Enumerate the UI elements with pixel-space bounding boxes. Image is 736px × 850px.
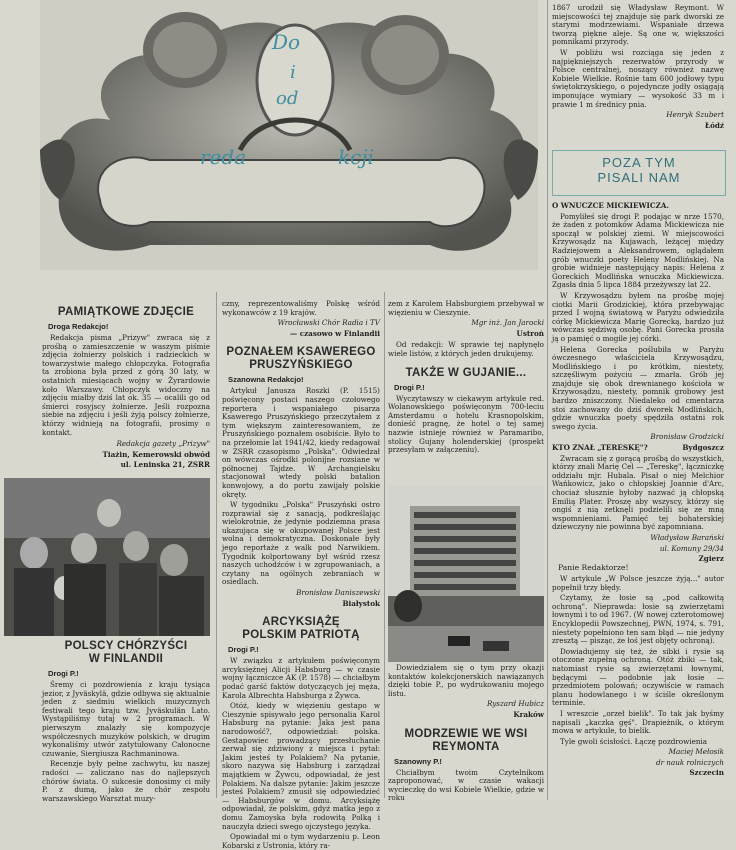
salutation: Drogi P.! bbox=[228, 645, 259, 655]
masthead-word-reda: reda bbox=[200, 145, 247, 169]
article-title-line2: POLSKIM PATRIOTĄ bbox=[242, 629, 360, 642]
signature: Bronisław Daniszewski bbox=[296, 588, 380, 598]
signature: Mgr inż. Jan Jarocki bbox=[471, 318, 544, 328]
soldiers-group-photo-icon bbox=[4, 478, 210, 636]
signature: Redakcja gazety „Prizyw" bbox=[116, 439, 210, 449]
poza-tym-title: POZA TYM bbox=[602, 155, 676, 170]
article-head: O WNUCZCE MICKIEWICZA. bbox=[552, 201, 669, 210]
signature-city: Szczecin bbox=[689, 768, 724, 778]
signature-city: Tiażin, Kemerowski obwód bbox=[102, 449, 210, 459]
column-divider bbox=[547, 0, 548, 800]
column-divider bbox=[384, 292, 385, 798]
salutation: Szanowna Redakcjo! bbox=[228, 375, 304, 385]
soldiers-photo bbox=[4, 478, 210, 636]
article-title-line2: PRUSZYŃSKIEGO bbox=[249, 359, 353, 372]
signature-city: Zgierz bbox=[698, 554, 724, 564]
masthead-word-od: od bbox=[276, 88, 299, 109]
paragraph: Redakcja pisma „Prizyw" zwraca się z prośbą o zamieszczenie w waszym piśmie zdjęcia żołnierzy polskich i radzieckich w towarzystwie małego chłopczyka. Fotografia ta zrobiona była przed z górą 30 laty, w ostatnich miesiącach wojny w Żyrardowie koło Warszawy. Chłopczyk widoczny na zdjęciu miałby dziś lat ok. 35 — ocalili go od śmierci rosyjscy żołnierze. Jeśli rozpozna siebie na zdjęciu i jeśli żyją polscy żołnierze, którzy widnieją na fotografii, prosimy o kontakt. bbox=[42, 333, 210, 437]
paragraph: W artykule „W Polsce jeszcze żyją..." autor popełnił trzy błędy. bbox=[552, 574, 724, 592]
article-title-line2: REYMONTA bbox=[432, 740, 500, 753]
paragraph: Opowiadał mi o tym wydarzeniu p. Leon Kobarski z Ustronia, który ra- bbox=[222, 832, 380, 850]
paragraph: zem z Karolem Habsburgiem przebywał w więzieniu w Cieszynie. bbox=[388, 299, 544, 317]
salutation: Szanowny P.! bbox=[394, 756, 442, 766]
article-title: TAKŻE W GUJANIE... bbox=[405, 366, 527, 379]
paragraph: Śremy ci pozdrowienia z kraju tysiąca jezior, z Jyväskylä, gdzie odbywa się aktualnie jeden z siedmiu wielkich muzycznych festiwali tego kraju tzw. Jyväskulän Lato. Wystąpiliśmy tutaj w 2 programach. W pierwszym znalazły się kompozycje współczesnych muzyków polskich, w drugim wykonaliśmy utwór zatytułowany Całonocne czuwanie, Siergiusza Rachmaninowa. bbox=[42, 680, 210, 758]
reymont-continuation bbox=[552, 4, 724, 156]
editor-note: Od redakcji: W sprawie tej napłynęło wiele listów, z których jeden drukujemy. bbox=[388, 340, 544, 358]
masthead-word-kcji: kcji bbox=[338, 145, 374, 169]
signature-city: Łódź bbox=[704, 120, 724, 130]
paragraph: czny, reprezentowaliśmy Polskę wśród wykonawców z 19 krajów. bbox=[222, 299, 380, 317]
article-title-line1: POZNAŁEM KSAWEREGO bbox=[226, 346, 376, 359]
signature: Henryk Szubert bbox=[666, 110, 724, 120]
paragraph: W związku z artykułem poświęconym arcyksiężnej Alicji Habsburg — w czasie wojny łączniczce AK (P. 1578) — chciałbym podać garść faktów dotyczących jej męża, Karola Albrechta Habsburga z Żywca. bbox=[222, 656, 380, 700]
column-divider bbox=[216, 292, 217, 798]
paragraph: I wreszcie „orzeł bielik". To tak jak byśmy napisali „kaczka gęś". Drapieżnik, o którym mowa w artykule, to bielik. bbox=[552, 708, 724, 736]
signature-city: Bydgoszcz bbox=[682, 443, 724, 453]
pamiatkowe-zdjecie-article bbox=[42, 300, 210, 476]
signature-city: Białystok bbox=[342, 598, 380, 608]
poza-tym-box bbox=[552, 150, 726, 196]
masthead-word-i: i bbox=[290, 62, 296, 83]
salutation: Panie Redaktorze! bbox=[558, 563, 629, 572]
article-title-line1: POLSCY CHÓRZYŚCI bbox=[64, 640, 188, 652]
signature-address: ul. Komuny 29/34 bbox=[659, 543, 724, 553]
signature: Wrocławski Chór Radia i TV bbox=[277, 318, 380, 328]
tereske-article bbox=[552, 443, 724, 564]
paragraph: W tygodniku „Polska" Pruszyński ostro rozprawiał się z sanacją, podkreślając wielokrotnie, że jedynie podziemna prasa ukazująca się w okupowanej Polsce jest wolna i demokratyczna. Doskonałe były jego reportaże z walk pod Narwikiem. Tygodnik kolportowany był wśród rzesz naszych uchodźców i w zgrupowaniach, a czytany na ogólnych zebraniach w osiedlach. bbox=[222, 500, 380, 587]
paragraph: W pobliżu wsi rozciąga się jeden z najpiękniejszych rezerwatów przyrody w Polsce centralnej, noszący również nazwę Kobiele Wielkie. Rośnie tam 600 jodłowy typu świętokrzyskiego, o pojedyncze jodły osiągają imponujące wymiary — wysokość 33 m i prawie 1 m średnicy pnia. bbox=[552, 47, 724, 109]
hotel-photo bbox=[388, 486, 544, 662]
paragraph: Tyle gwoli ścisłości. Łączę pozdrowienia bbox=[560, 736, 708, 746]
polscy-chorzysci-article bbox=[42, 638, 210, 803]
paragraph: Dowiadujemy się też, że sibki i rysie są otoczone zupełną ochroną. Otóż żbiki — tak, natomiast rysie są zwierzętami łownymi, będącymi — podobnie jak łosie — przedmiotem polowań; oczywiście w ramach planu hodowlanego i w ściśle określonym terminie. bbox=[552, 646, 724, 708]
pisali-nam-title: PISALI NAM bbox=[597, 170, 681, 185]
paragraph: Otóż, kiedy w więzieniu gestapo w Cieszynie spisywało jego personalia Karol Habsburg na pytanie: Jaka jest pana narodowość?, odpowiedział: polska. Gestapowiec prowadzący przesłuchanie zerwał się zdziwiony z miejsca i pytał: Jakim jesteś ty Polakiem? Na pytanie, skoro nazywa się Habsburg i zarządzał majątkiem w Żywcu, odpowiadał, że jest Polakiem. Na dalsze pytanie: Jakim jeszcze jesteś Polakiem? zmusił się odpowiedzieć — Habsburgów w domu. Arcyksiążę odpowiadał, że polskim, gdyż matka jego z domu Zamoyska była rodowitą Polką i nauczyła dzieci swego ojczystego języka. bbox=[222, 701, 380, 831]
article-title: PAMIĄTKOWE ZDJĘCIE bbox=[57, 306, 195, 318]
signature: Ryszard Hubicz bbox=[486, 699, 544, 709]
column-2 bbox=[222, 299, 380, 850]
salutation: Droga Redakcjo! bbox=[48, 322, 109, 331]
signature-role: dr nauk rolniczych bbox=[655, 757, 724, 767]
paragraph: Chciałbym twoim Czytelnikom zaproponować, w czasie wakacji wycieczkę do wsi Kobiele Wielkie, gdzie w roku bbox=[388, 767, 544, 803]
salutation: Drogi P.! bbox=[48, 669, 79, 678]
paragraph: Artykuł Janusza Roszki (P. 1515) poświęcony postaci naszego czołowego reportera i wspaniałego pisarza Ksawerego Pruszyńskiego przeczytałem z tym większym zainteresowaniem, że Pruszyńskiego poznałem osobiście. Było to na przełomie lat 1941/42, kiedy redagował w ZSRR czasopismo „Polska". Odwiedzał on wówczas ośrodki polonijne rozsiane w północnej Tajdze. W Archangielsku stacjonował wtedy polski batalion konwojowy, a do portu zawijały polskie okręty. bbox=[222, 386, 380, 499]
article-title-line2: W FINLANDII bbox=[88, 653, 164, 665]
paragraph: Helena Gorecka poślubiła w Paryżu ówczesnego właściciela Krzywosądzu, Modlińskiego i po krótkim, niestety, szczęśliwym pożyciu — zmarła. Grób jej znajduje się obok drewnianego kościoła w Krzywosądzu, niestety, pomnik grobowy jest bardzo zniszczony. Niedaleko od cmentarza stoi zachowany do dziś dworek Modlińskich, gdzie wnuczka poety spędziła ostatni rok swego życia. bbox=[552, 344, 724, 431]
article-title-line1: ARCYKSIĄŻĘ bbox=[262, 616, 340, 629]
paragraph: Czytamy, że łosie są „pod całkowitą ochroną". Nieprawda: łosie są zwierzętami łownymi i to od 1967. (W nowej czterotomowej Encyklopedii Powszechnej, PWN, 1974, s. 791, niestety popełniono ten sam błąd — nie jedyny zresztą — pisząc, że łoś jest objęty ochroną). bbox=[552, 593, 724, 646]
signature: Władysław Barański bbox=[650, 532, 724, 542]
masthead-ornament bbox=[40, 0, 538, 270]
paragraph: Wyczytawszy w ciekawym artykule red. Wolanowskiego poświęconym 700-leciu Amsterdamu o hotelu Krasnopolskim, donieść pragnę, że hotel o tej samej nazwie istnieje również w Paramaribo, stolicy Gujany holenderskiej (prospekt przesyłam w załączeniu). bbox=[388, 393, 544, 455]
paragraph: Pomyliłeś się drogi P. podając w nrze 1570, że żaden z potomków Adama Mickiewicza nie spoczął w polskiej ziemi. W miejscowości Krzywosądz na Kujawach, leżącej między Radziejowem a Aleksandrowem, oglądałem grób wnuczki poety Heleny Modlińskiej. Na grobie widnieje następujący napis: Helena z Goreckich Modlińska wnuczka Mickiewicza. Zgasła dnia 5 lipca 1884 przeżywszy lat 22. bbox=[552, 211, 724, 290]
paragraph: Recenzje były pełne zachwytu, ku naszej radości — zaliczano nas do najlepszych chórów świata. O sukcesie donosimy ci miły P. z dumą, jako że chór zespołu warszawskiego Warsztat muzy- bbox=[42, 759, 210, 803]
salutation: Drogi P.! bbox=[394, 382, 425, 392]
hotel-building-photo-icon bbox=[388, 486, 544, 662]
column-3-bottom bbox=[388, 663, 544, 803]
paragraph: W Krzywosądzu byłem na prośbę mojej ciotki Marii Grodzickiej, która przebywając przed I wojną światową w Paryżu odwiedziła córkę Mickiewicza Marię Gorecką, bardzo już wówczas sędziwą osobę. Pani Gorecka prosiła ją o pamięć o mogile jej córki. bbox=[552, 290, 724, 343]
signature-city: Ustroń bbox=[516, 328, 544, 338]
signature-city: Kraków bbox=[513, 709, 544, 719]
signature: Bronisław Grodzicki bbox=[650, 432, 724, 442]
signature-address: ul. Leninska 21, ZSRR bbox=[120, 460, 210, 470]
korekta-article bbox=[552, 560, 724, 798]
signature-city: — czasowo w Finlandii bbox=[290, 328, 380, 338]
article-title-line1: MODRZEWIE WE WSI bbox=[404, 727, 528, 740]
paragraph: Zwracam się z gorącą prośbą do wszystkich, którzy znali Marię Cel — „Tereskę", łączniczkę oddziału mjr. Hubala. Pisał o niej Melchior Wańkowicz, jako o chłopskiej Joannie d'Arc, chociaż słusznie byłoby nazwać ją chłopską Emilią Plater. Proszę aby wszyscy, którzy się ongiś z nią zetknęli podzielili się ze mną wspomnieniami. Pamięć tej bohaterskiej dziewczyny nie powinna być zapomniana. bbox=[552, 453, 724, 532]
article-head: KTO ZNAŁ „TERESKĘ"? bbox=[552, 443, 648, 452]
paragraph: Dowiedziałem się o tym przy okazji kontaktów kolekcjonerskich nawiązanych dzięki tobie P., po wydrukowaniu mojego listu. bbox=[388, 663, 544, 698]
paragraph: 1867 urodził się Władysław Reymont. W miejscowości tej znajduje się park dworski ze starymi modrzewiami. Wspaniałe drzewa tworzą piękne aleje. Są one w, większości pomnikami przyrody. bbox=[552, 3, 724, 47]
signature: Maciej Mełosik bbox=[668, 747, 724, 757]
masthead-word-do: Do bbox=[272, 30, 301, 54]
